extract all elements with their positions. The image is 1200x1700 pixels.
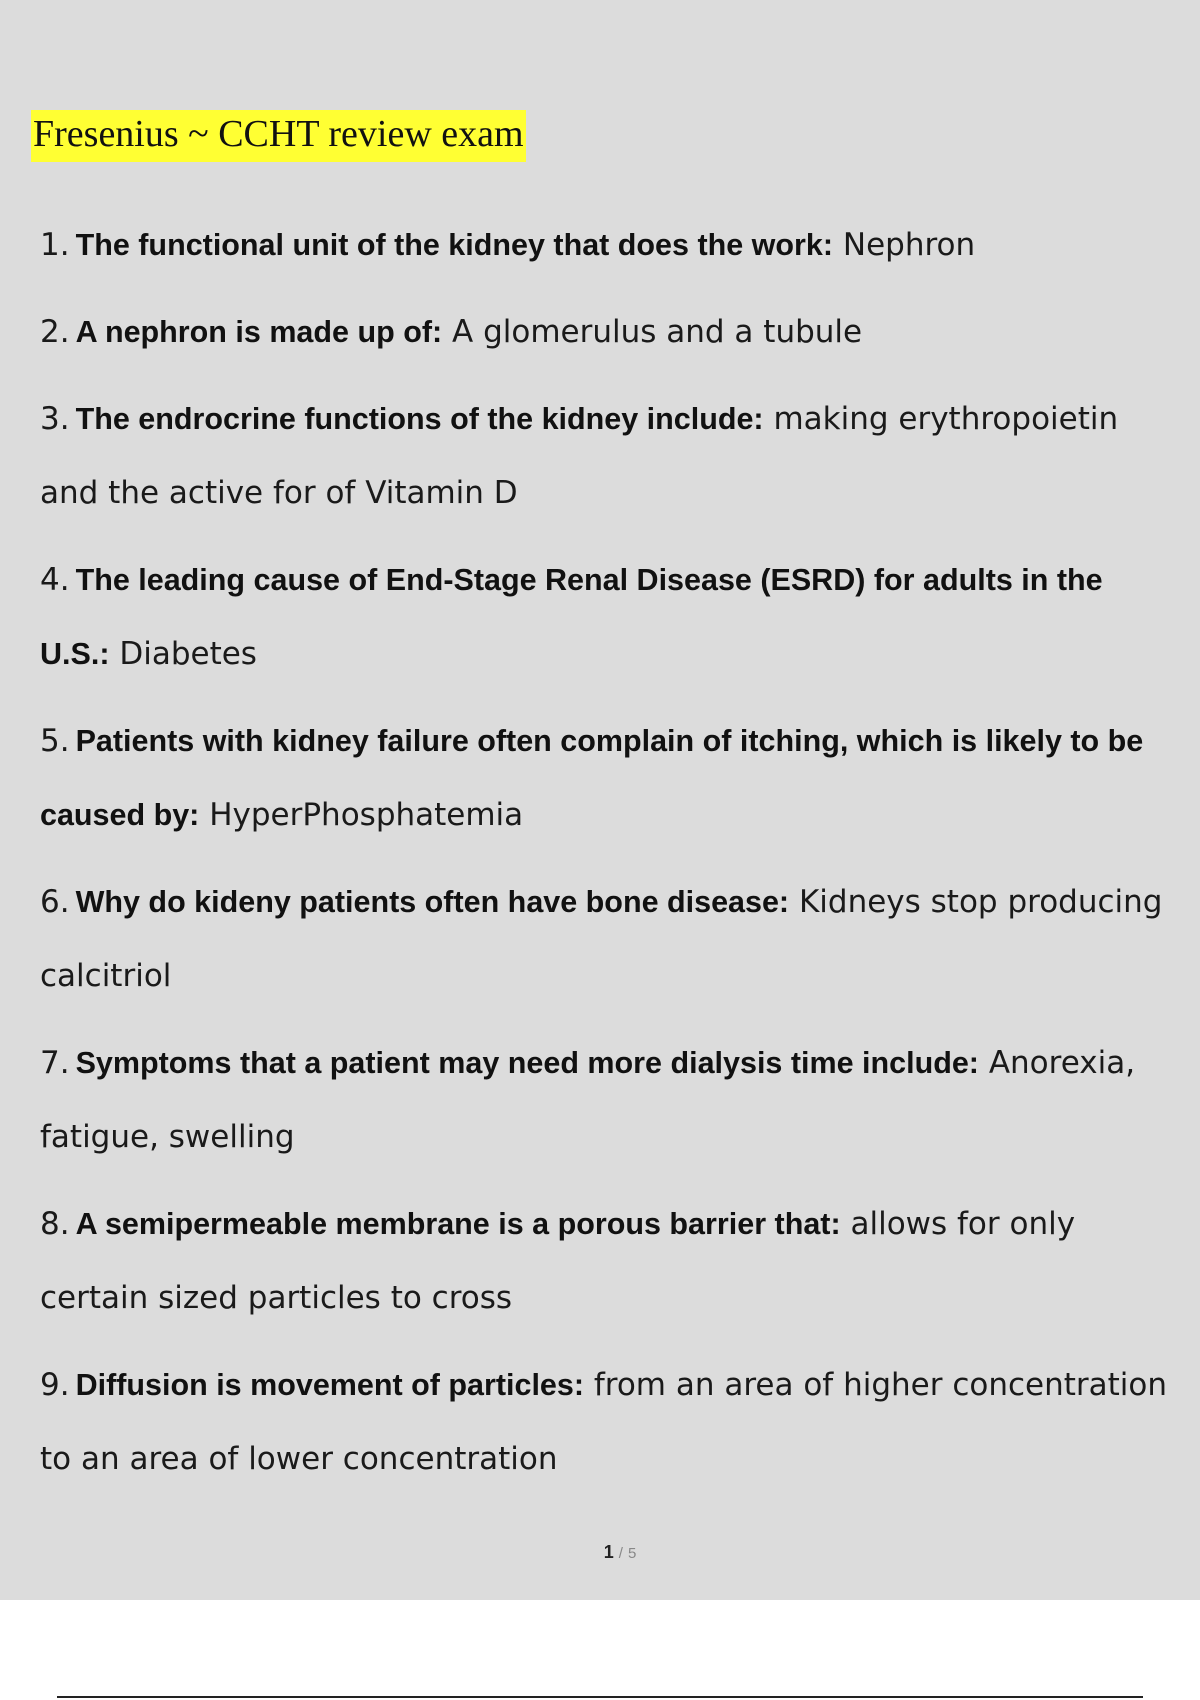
- question-text: Why do kideny patients often have bone disease:: [75, 885, 790, 919]
- question-answer: A glomerulus and a tubule: [452, 314, 863, 350]
- question-answer: making erythropoietin and the active for of Vitamin D: [40, 401, 1119, 511]
- total-pages: 5: [627, 1545, 637, 1562]
- question-item-5: [40, 704, 1170, 852]
- question-text: A semipermeable membrane is a porous barrier that:: [75, 1207, 841, 1241]
- question-number: 2.: [40, 314, 70, 350]
- question-text: Diffusion is movement of particles:: [75, 1368, 584, 1402]
- current-page: 1: [603, 1542, 614, 1562]
- question-number: 5.: [40, 723, 70, 759]
- question-answer: Diabetes: [119, 636, 257, 672]
- question-item-8: [40, 1187, 1170, 1335]
- question-number: 8.: [40, 1206, 70, 1242]
- question-answer: allows for only certain sized particles to cross: [40, 1206, 1076, 1316]
- question-text: The functional unit of the kidney that does the work:: [75, 228, 834, 262]
- page-indicator: [0, 1542, 1200, 1563]
- question-text: The leading cause of End-Stage Renal Disease (ESRD) for adults in the U.S.:: [40, 563, 1103, 671]
- question-text: Symptoms that a patient may need more dialysis time include:: [75, 1046, 979, 1080]
- question-item-1: [40, 208, 1170, 282]
- question-number: 6.: [40, 884, 70, 920]
- question-item-2: [40, 295, 1170, 369]
- question-answer: Kidneys stop producing calcitriol: [40, 884, 1163, 994]
- question-item-4: [40, 543, 1170, 691]
- question-list: [40, 208, 1170, 1509]
- question-item-7: [40, 1026, 1170, 1174]
- question-number: 1.: [40, 227, 70, 263]
- question-number: 9.: [40, 1367, 70, 1403]
- question-number: 7.: [40, 1045, 70, 1081]
- question-text: A nephron is made up of:: [75, 315, 443, 349]
- question-answer: Anorexia, fatigue, swelling: [40, 1045, 1136, 1155]
- question-item-6: [40, 865, 1170, 1013]
- document-title: Fresenius ~ CCHT review exam: [31, 110, 526, 162]
- question-item-9: [40, 1348, 1170, 1496]
- question-number: 4.: [40, 562, 70, 598]
- question-text: Patients with kidney failure often complain of itching, which is likely to be caused by:: [40, 724, 1144, 832]
- question-answer: Nephron: [842, 227, 976, 263]
- next-page-divider: [57, 1696, 1143, 1698]
- page-separator: /: [618, 1545, 623, 1562]
- question-text: The endrocrine functions of the kidney include:: [75, 402, 764, 436]
- question-number: 3.: [40, 401, 70, 437]
- question-answer: HyperPhosphatemia: [209, 797, 524, 833]
- question-answer: from an area of higher concentration to an area of lower concentration: [40, 1367, 1168, 1477]
- question-item-3: [40, 382, 1170, 530]
